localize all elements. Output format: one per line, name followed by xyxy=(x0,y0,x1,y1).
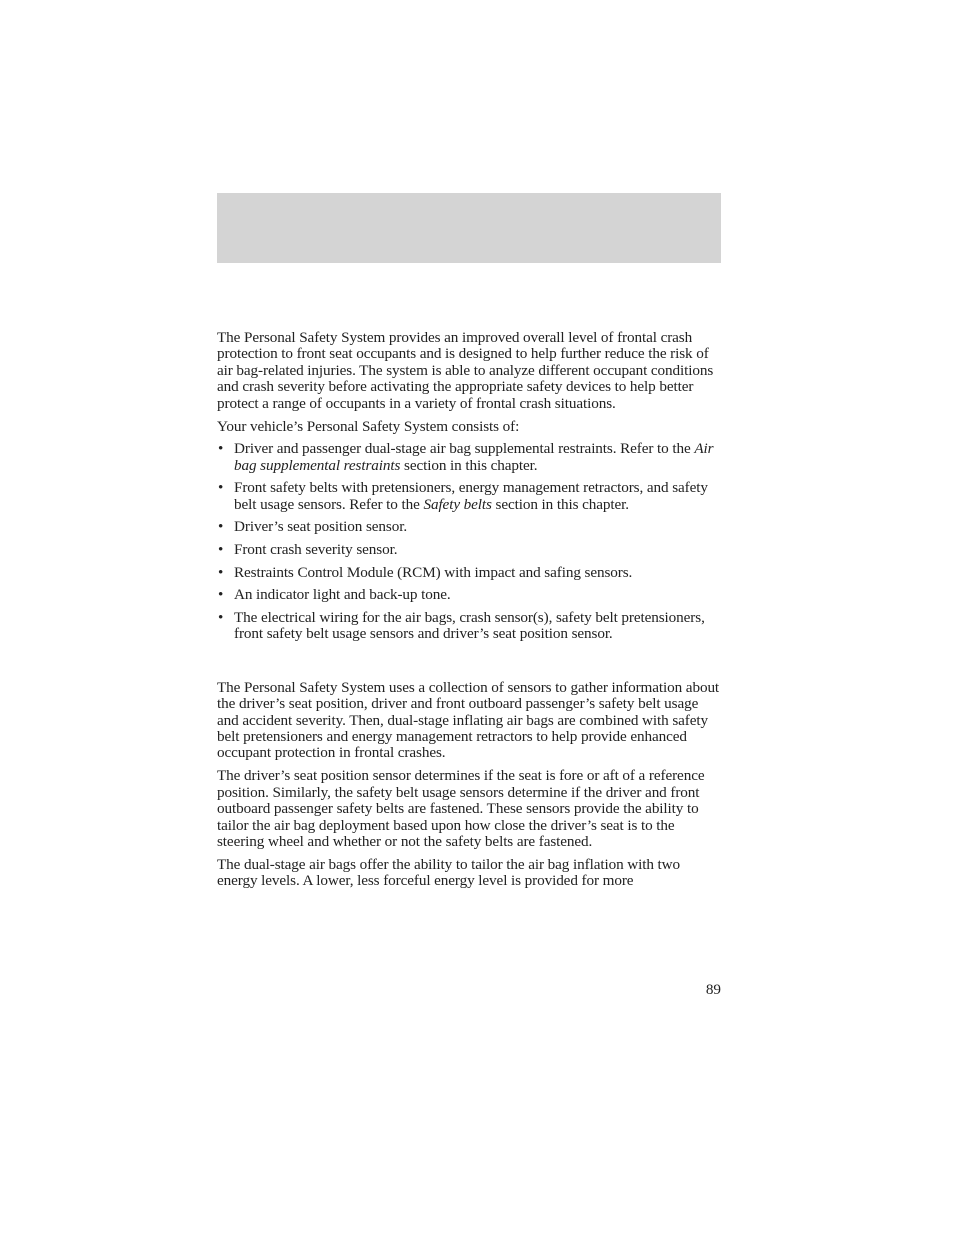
list-item: • Restraints Control Module (RCM) with impact and safing sensors. xyxy=(217,565,723,581)
how-it-works-paragraph: The Personal Safety System uses a collection of sensors to gather information about the driver’s seat position, driver and front outboard passenger’s safety belt usage and accident severity. Then, dual-stage inflating air bags are combined with safety belt pretensioners and energy management retractors to help provide enhanced occupant protection in frontal crashes. xyxy=(217,678,720,762)
dual-stage-paragraph: The dual-stage air bags offer the ability to tailor the air bag inflation with two energy levels. A lower, less forceful energy level is provided for more xyxy=(217,855,681,890)
components-list xyxy=(217,441,723,642)
list-item: • Front crash severity sensor. xyxy=(217,542,723,558)
list-item: • An indicator light and back-up tone. xyxy=(217,587,723,603)
list-item: • The electrical wiring for the air bags, crash sensor(s), safety belt pretensioners, front safety belt usage sensors and driver’s seat position sensor. xyxy=(217,610,723,643)
consists-of-paragraph: Your vehicle’s Personal Safety System consists of: xyxy=(217,417,520,435)
page-number: 89 xyxy=(705,981,721,998)
seat-sensor-paragraph: The driver’s seat position sensor determines if the seat is fore or aft of a reference position. Similarly, the safety belt usage sensors determine if the driver and front outboard passenger safety belts are fastened. These sensors provide the ability to tailor the air bag deployment based upon how close the driver’s seat is to the steering wheel and whether or not the safety belts are fastened. xyxy=(217,767,705,850)
intro-paragraph: The Personal Safety System provides an improved overall level of frontal crash protection to front seat occupants and is designed to help further reduce the risk of air bag-related injuries. The system is able to analyze different occupant conditions and crash severity before activating the appropriate safety devices to help better protect a range of occupants in a variety of frontal crash situations. xyxy=(217,329,714,412)
page-body xyxy=(217,330,723,896)
cross-reference: Safety belts xyxy=(423,495,492,513)
cross-reference: Air bag supplemental restraints xyxy=(234,440,714,474)
list-item: • Driver’s seat position sensor. xyxy=(217,519,723,535)
chapter-header-band xyxy=(217,193,721,263)
section-gap xyxy=(217,649,723,680)
list-item: • Front safety belts with pretensioners, energy management retractors, and safety belt usage sensors. Refer to the Safety belts section in this chapter. xyxy=(217,480,723,513)
list-item: • Driver and passenger dual-stage air bag supplemental restraints. Refer to the Air bag supplemental restraints section in this chapter. xyxy=(217,441,723,474)
